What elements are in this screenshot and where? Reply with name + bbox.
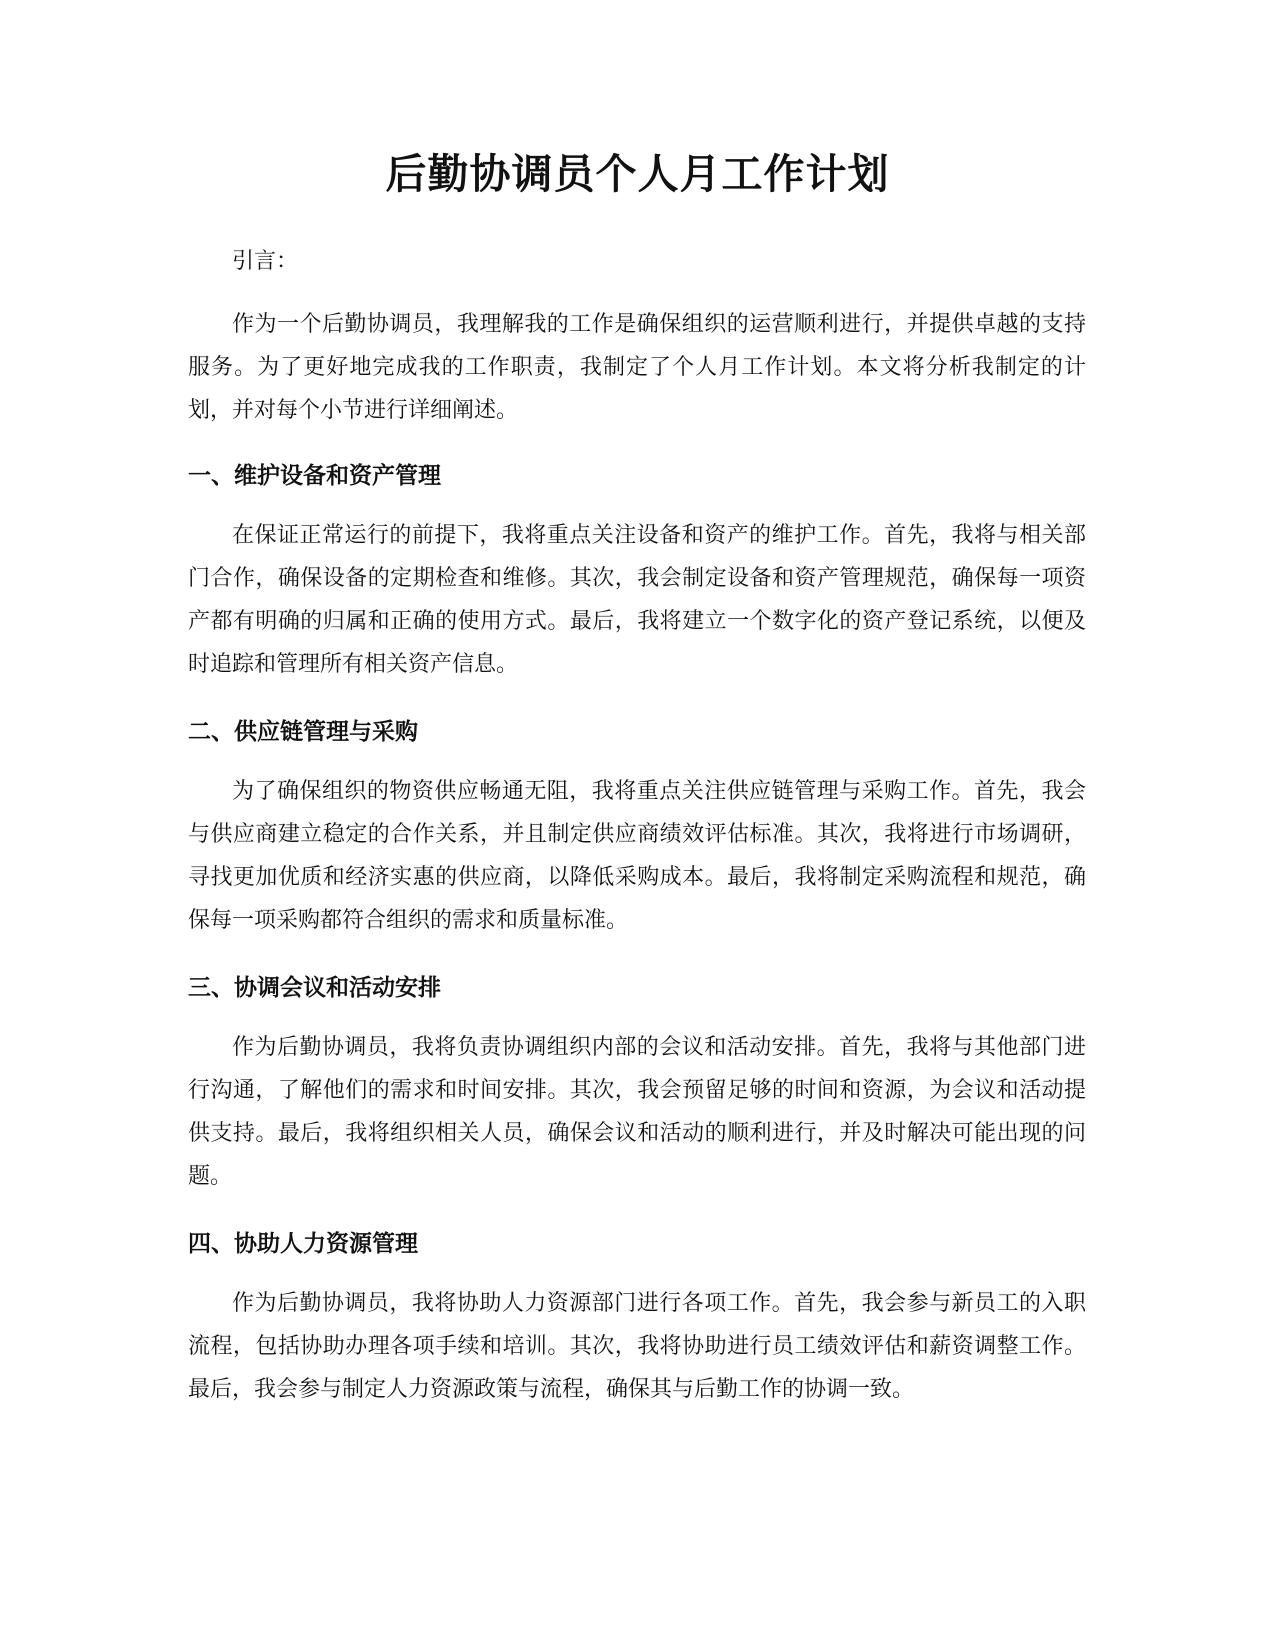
document-title: 后勤协调员个人月工作计划: [385, 150, 890, 198]
section-paragraph: 作为后勤协调员，我将负责协调组织内部的会议和活动安排。首先，我将与其他部门进行沟通，了解他们的需求和时间安排。其次，我会预留足够的时间和资源，为会议和活动提供支持。最后，我将组织相关人员，确保会议和活动的顺利进行，并及时解决可能出现的问题。: [188, 1035, 1086, 1189]
section-heading: 二、供应链管理与采购: [188, 719, 418, 745]
section-paragraph: 作为后勤协调员，我将协助人力资源部门进行各项工作。首先，我会参与新员工的入职流程，包括协助办理各项手续和培训。其次，我将协助进行员工绩效评估和薪资调整工作。最后，我会参与制定人力资源政策与流程，确保其与后勤工作的协调一致。: [188, 1291, 1086, 1402]
section-paragraph: 为了确保组织的物资供应畅通无阻，我将重点关注供应链管理与采购工作。首先，我会与供应商建立稳定的合作关系，并且制定供应商绩效评估标准。其次，我将进行市场调研，寻找更加优质和经济实惠的供应商，以降低采购成本。最后，我将制定采购流程和规范，确保每一项采购都符合组织的需求和质量标准。: [188, 779, 1086, 933]
section-equipment-asset-management: [188, 456, 1086, 686]
section-supply-chain-procurement: [188, 712, 1086, 942]
document-body: [188, 240, 1086, 1437]
section-meetings-events: [188, 968, 1086, 1198]
section-hr-support: [188, 1224, 1086, 1411]
section-heading: 四、协助人力资源管理: [188, 1231, 418, 1257]
section-heading: 一、维护设备和资产管理: [188, 463, 441, 489]
intro-paragraph: 作为一个后勤协调员，我理解我的工作是确保组织的运营顺利进行，并提供卓越的支持服务。为了更好地完成我的工作职责，我制定了个人月工作计划。本文将分析我制定的计划，并对每个小节进行详细阐述。: [188, 312, 1086, 423]
section-paragraph: 在保证正常运行的前提下，我将重点关注设备和资产的维护工作。首先，我将与相关部门合作，确保设备的定期检查和维修。其次，我会制定设备和资产管理规范，确保每一项资产都有明确的归属和正确的使用方式。最后，我将建立一个数字化的资产登记系统，以便及时追踪和管理所有相关资产信息。: [188, 523, 1086, 677]
intro-label: 引言：: [232, 249, 299, 274]
section-heading: 三、协调会议和活动安排: [188, 975, 441, 1001]
